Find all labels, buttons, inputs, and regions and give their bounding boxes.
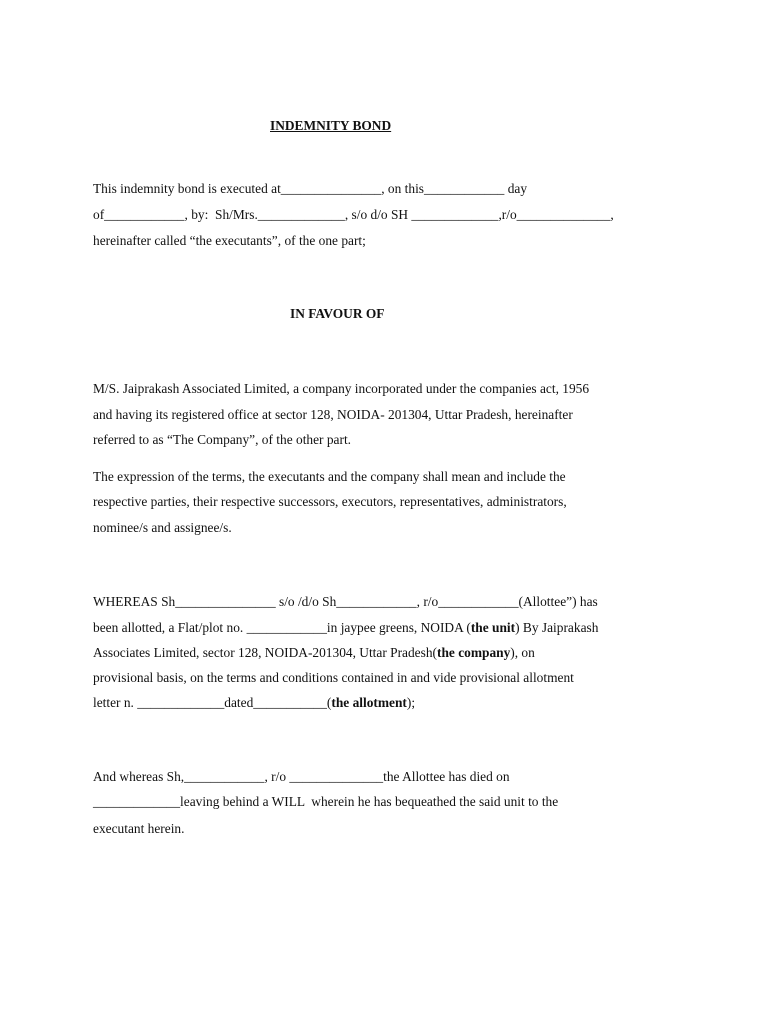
expression-line-1: The expression of the terms, the executants and the company shall mean and include the — [93, 469, 566, 484]
whereas-line-2-text-c: ) By Jaiprakash — [515, 620, 599, 635]
intro-line-1: This indemnity bond is executed at_______________, on this____________ day — [93, 181, 528, 196]
whereas-line-3-text-a: Associates Limited, sector 128, NOIDA-201304, Uttar Pradesh( — [93, 645, 437, 660]
and-whereas-line-1: And whereas Sh,____________, r/o ______________the Allottee has died on — [93, 769, 510, 784]
company-line-1: M/S. Jaiprakash Associated Limited, a company incorporated under the companies act, 1956 — [93, 381, 590, 396]
intro-line-3: hereinafter called “the executants”, of the one part; — [93, 233, 366, 248]
whereas-line-3 — [93, 644, 535, 662]
and-whereas-line-2: _____________leaving behind a WILL wherein he has bequeathed the said unit to the — [93, 794, 559, 809]
whereas-line-2-text-a: been allotted, a Flat/plot no. ____________in jaypee greens, NOIDA ( — [93, 620, 471, 635]
the-company-term: the company — [437, 645, 511, 660]
whereas-line-4: provisional basis, on the terms and conditions contained in and vide provisional allotment — [93, 670, 574, 685]
the-allotment-term: the allotment — [331, 695, 407, 710]
whereas-line-1: WHEREAS Sh_______________ s/o /d/o Sh____________, r/o____________(Allottee”) has — [93, 594, 598, 609]
and-whereas-line-3: executant herein. — [93, 821, 185, 836]
whereas-line-5-text-c: ); — [406, 695, 416, 710]
the-unit-term: the unit — [470, 620, 516, 635]
document-title: INDEMNITY BOND — [270, 118, 392, 133]
intro-line-2: of____________, by: Sh/Mrs._____________, s/o d/o SH _____________,r/o______________, — [93, 207, 614, 222]
company-line-3: referred to as “The Company”, of the other part. — [93, 432, 352, 447]
company-line-2: and having its registered office at sector 128, NOIDA- 201304, Uttar Pradesh, hereinafter — [93, 407, 573, 422]
whereas-line-5-text-a: letter n. _____________dated___________( — [93, 695, 332, 710]
whereas-line-2 — [93, 619, 598, 637]
expression-line-3: nominee/s and assignee/s. — [93, 520, 232, 535]
favour-heading: IN FAVOUR OF — [290, 306, 385, 321]
expression-line-2: respective parties, their respective successors, executors, representatives, administrators, — [93, 494, 567, 509]
whereas-line-5 — [93, 694, 415, 712]
whereas-line-3-text-c: ), on — [510, 645, 535, 660]
